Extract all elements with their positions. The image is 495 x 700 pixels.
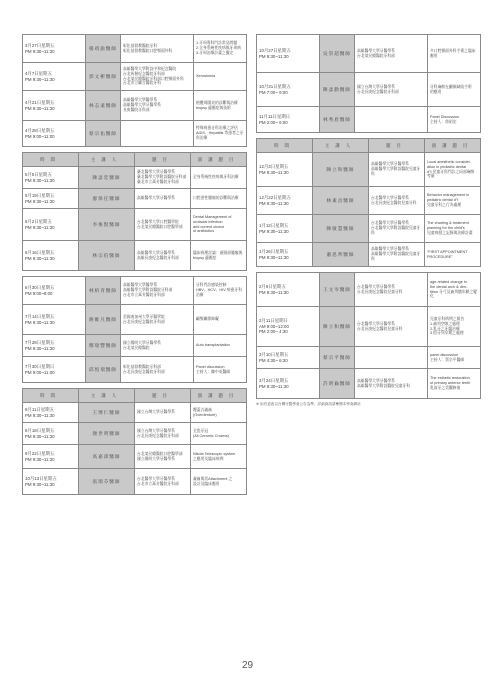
speaker-cell: 鄭瑞豐醫師 [86,335,121,357]
affiliation-cell: 高雄醫學大學牙醫學系 台北榮民總醫院牙科部 [355,35,428,73]
page-number: 29 [241,660,254,671]
table-header-cell: 時間 [257,139,313,153]
date-cell: 3月27日星期五 PM 9:30~11:30 [23,35,86,63]
affiliation-cell: 高雄醫學大學牙醫學系 [135,189,191,209]
table-header-cell: 主講人 [313,139,369,153]
topic-cell: 口腔惡性腫瘤的診斷與治療 [191,189,247,209]
speaker-cell: 高嘉澤醫師 [79,445,135,469]
topic-cell: age-related change in the dental arch & den- tition 牙弓及齒列隨年齡之變化 [428,273,481,307]
table-row [257,307,481,347]
speaker-cell: 楊靖渝醫師 [86,35,121,63]
date-cell: 2月9日星期五 PM 9:30~11:30 [257,273,320,307]
speaker-cell: 蔡宗平醫師 [320,347,355,369]
speaker-cell: 林秀眉醫師 [320,107,355,133]
topic-cell: 牙科門診感染控制 HBV、HCV、HIV 病患牙科治療 [194,277,247,305]
speaker-cell: 蕭思齊醫師 [313,243,369,267]
schedule-table [22,34,247,147]
date-cell: 5月19日星期五 PM 9:30~11:30 [23,189,79,209]
topic-cell: Panel discussion 主持人：陳中英醫師 [194,357,247,383]
table-header-cell: 主講人 [79,389,135,403]
affiliation-cell: 國立台灣大學牙醫學系 台北長庚紀念醫院牙科部 [355,73,428,107]
affiliation-cell: 美國南加州大學牙醫學院 台北長庚紀念醫院牙科部 [121,305,194,335]
affiliation-cell: 高雄醫學大學牙醫學系 高雄醫學大學附設醫院兒童牙科 [355,369,428,399]
topic-cell: The esthetic restoration of primary anterior teeth 乳前牙之美觀修復 [428,369,481,399]
affiliation-cell: 國立陽明大學牙醫學系 台北榮民總醫院 [121,335,194,357]
table-header-cell: 題目 [135,153,191,167]
date-cell: 6月30日星期五 PM 9:00~8:00 [23,277,86,305]
date-cell: 1月12日星期五 PM 9:30~11:30 [257,215,313,243]
speaker-cell: 陳彥勳醫師 [320,73,355,107]
table-row [23,189,247,209]
speaker-cell: 林素貞醫師 [313,187,369,215]
table-row [257,73,481,107]
affiliation-cell: 台北醫學大學牙醫學系 台北醫學大學附設醫院兒童牙科 [369,215,425,243]
speaker-cell: 蔣維凡醫師 [86,305,121,335]
speaker-cell: 廖保任醫師 [79,189,135,209]
affiliation-cell: 國立台灣大學牙醫學系 台北長庚紀念醫院牙科部 [135,423,191,445]
speaker-cell: 王博仁醫師 [79,403,135,423]
speaker-cell: 張瑞芬醫師 [79,469,135,495]
topic-cell: Nikola Telescopic system 之應用及臨床病例 [191,445,247,469]
date-cell: 1月26日星期五 PM 9:30~11:30 [257,243,313,267]
date-cell: 7月28日星期五 PM 9:30~11:30 [23,335,86,357]
topic-cell: 特殊病患牙科治療之評估 AIDS、Hepatitis 等患者之牙科治療 [194,121,247,147]
affiliation-cell: 台北醫學大學口腔醫學院 台北榮民總醫院口腔醫學部 [135,209,191,241]
topic-cell: Xerostomia [194,63,247,91]
topic-cell: 臨床病理討論：頭頸部腫瘤與 biopsy 適應症 [191,241,247,271]
date-cell: 5月5日星期五 PM 9:30~11:30 [23,167,79,189]
table-row [257,187,481,215]
date-cell: 8月18日星期五 PM 9:30~11:30 [23,423,79,445]
affiliation-cell: 高雄醫學大學醫學系 高雄醫學大學附設醫院牙科部 台北市立萬芳醫院牙科部 [121,277,194,305]
affiliation-cell: 台北醫學大學牙醫學系 台北市立萬芳醫院牙科部 [135,469,191,495]
speaker-cell: 陳立和醫師 [313,153,369,187]
table-row [257,35,481,73]
topic-cell: Local anesthetic consider- ation in pediatric dental d"t 兒童牙科門診之局部麻醉 考量 [425,153,481,187]
table-row [23,91,247,121]
speaker-cell: 陳立和醫師 [320,307,355,347]
date-cell: 6月2日星期五 PM 9:30~11:30 [23,209,79,241]
speaker-cell: 陳敏慧醫師 [313,215,369,243]
date-cell: 3月24日星期五 PM 9:30~11:30 [257,369,320,399]
topic-cell: Dental Management of orofacial infection and current choice of antibiotics [191,209,247,241]
schedule-table [256,272,481,399]
date-cell: 4月28日星期五 PM 9:00~11:00 [23,121,86,147]
schedule-table [22,152,247,271]
schedule-table [22,276,247,383]
date-cell: 10月13日星期五 PM 9:30~11:30 [23,469,79,495]
topic-cell: 全瓷牙冠 (All Ceramic Crowns) [191,423,247,445]
date-cell: 4月7日星期五 PM 9:30~11:30 [23,63,86,91]
footnote: ※ 如有更改以台灣牙醫學會公告為準，詳細資訊請參閱本學會網站 [256,402,361,406]
topic-cell: 全身系統性疾病與牙科治療 [191,167,247,189]
schedule-table [256,138,481,267]
table-row [23,305,247,335]
topic-cell: 兒童牙科病例之報告 1.齒列空隙之處理 2.乳牙之牙髓治療 3.恆牙列早期之處理 [428,307,481,347]
table-row [23,35,247,63]
table-header-cell: 演講題目 [191,153,247,167]
speaker-cell: 顏世明醫師 [79,423,135,445]
table-row [23,335,247,357]
table-header-cell: 時間 [23,153,79,167]
table-row [23,167,247,189]
topic-cell: Behavior management in pediatric dental d"t 兒童牙科之行為處理 [425,187,481,215]
date-cell: 7月14日星期五 PM 9:30~11:30 [23,305,86,335]
table-header-row [23,153,247,167]
speaker-cell: 蔡宗佑醫師 [86,121,121,147]
speaker-cell: 陳彥廷醫師 [79,167,135,189]
table-row [23,277,247,305]
affiliation-cell: 高雄醫學大學牙醫學系 高雄長庚紀念醫院牙科部 [135,241,191,271]
schedule-table [22,388,247,495]
date-cell: 11月11日星期日 PM 2:00~ 6:00 [257,107,320,133]
date-cell: 2月11日星期日 AM 9:00~12:00 PM 2:00~ 4:30 [257,307,320,347]
table-row [23,403,247,423]
topic-cell: panel discussion 主持人：蔡宗平醫師 [428,347,481,369]
topic-cell: 植體周圍炎的診斷與治療 biopsy 適應症與技術 [194,91,247,121]
table-header-row [257,139,481,153]
affiliation-cell: 高雄醫學大學牙醫學系 高雄醫學大學附設醫院兒童牙科 [369,243,425,267]
table-header-cell: 題目 [135,389,191,403]
date-cell: 3月10日星期五 PM 4:30~ 6:30 [257,347,320,369]
topic-cell: Auto transplantation [194,335,247,357]
affiliation-cell: 高雄醫學大學醫學系 高雄醫學大學牙醫學系 長庚醫院牙科部 [121,91,194,121]
speaker-cell: 郭文彬醫師 [86,63,121,91]
table-header-cell: 時間 [23,389,79,403]
table-row [23,121,247,147]
table-row [257,107,481,133]
affiliation-cell [355,347,428,369]
topic-cell: 覆蓋式義齒 (Overdenture) [191,403,247,423]
topic-cell: 牙科麻醉在顱顏缺陷手術 的應用 [428,73,481,107]
affiliation-cell: 台北醫學大學牙醫學系 台北長庚紀念醫院兒童牙科 [355,273,428,307]
speaker-cell: 王文岑醫師 [320,273,355,307]
table-header-cell: 演講題目 [425,139,481,153]
table-header-cell: 主講人 [79,153,135,167]
date-cell: 7月30日星期日 PM 9:00~11:00 [23,357,86,383]
table-row [257,273,481,307]
affiliation-cell [355,107,428,133]
topic-cell: Panel Discussion 主持人：詹昭宏 [428,107,481,133]
table-row [23,63,247,91]
table-row [23,469,247,495]
table-row [257,215,481,243]
affiliation-cell: 國立台灣大學牙醫學系 [135,403,191,423]
schedule-table [256,34,481,133]
date-cell: 9月22日星期五 PM 9:30~11:30 [23,445,79,469]
speaker-cell: 許明倫醫師 [320,369,355,399]
table-row [23,241,247,271]
left-column [22,34,247,495]
speaker-cell: 林柏青醫師 [86,277,121,305]
topic-cell: The charting & treatment planning for the child's 兒童病歷之記錄與治療計畫 [425,215,481,243]
affiliation-cell: 臺北醫學大學牙醫學系 臺北醫學大學附設醫院牙科部 臺北市立萬芳醫院牙科部 [135,167,191,189]
table-row [23,423,247,445]
topic-cell: 顳顎關節障礙 [194,305,247,335]
date-cell: 10月31日星期五 PM 7:00~ 9:00 [257,73,320,107]
affiliation-cell: 台北醫學大學牙醫學系 台北長庚紀念醫院兒童牙科 [369,187,425,215]
affiliation-cell: 台北醫學大學牙醫學系 台北長庚紀念醫院兒童牙科 [355,307,428,347]
table-header-row [23,389,247,403]
table-row [257,243,481,267]
date-cell: 12月3日星期五 PM 9:30~11:30 [257,153,313,187]
date-cell: 6月16日星期五 PM 9:30~11:30 [23,241,79,271]
speaker-cell: 林志遠醫師 [86,91,121,121]
table-row [23,357,247,383]
topic-cell: 義齒與其Attachment 之 設計及臨床應用 [191,469,247,495]
date-cell: 10月27日星期五 PM 9:30~11:30 [257,35,320,73]
speaker-cell: 邱恆瑞醫師 [86,357,121,383]
topic-cell: 多口腔顎面外科手術之臨床應用 [428,35,481,73]
affiliation-cell [121,121,194,147]
table-row [257,153,481,187]
speaker-cell: 林宗伯醫師 [79,241,135,271]
speaker-cell: 吳崇超醫師 [320,35,355,73]
affiliation-cell: 高雄醫學大學牙醫學系 高雄醫學大學附設醫院兒童牙科 [369,153,425,187]
topic-cell: 1.牙周專科門診常見問題 2.全身系統性疾病與牙周病 3.牙周治療計畫之擬定 [194,35,247,63]
affiliation-cell: 彰化基督教醫院牙科部 台北長庚紀念醫院牙科部 [121,357,194,383]
affiliation-cell: 台北榮民總醫院口腔醫學部 國立陽明大學牙醫學系 [135,445,191,469]
right-column [256,34,481,407]
table-row [23,209,247,241]
table-row [23,445,247,469]
table-header-cell: 題目 [369,139,425,153]
table-header-cell: 演講題目 [191,389,247,403]
date-cell: 12月22日星期五 PM 9:30~11:30 [257,187,313,215]
affiliation-cell: 高雄醫學大學附設中和紀念醫院 台北馬偕紀念醫院牙科部 台北榮民總醫院牙科部口腔顎面外科 台北市立聯合醫院牙科 [121,63,194,91]
topic-cell: "FIRST APPOINTMENT PROCEDURE" [425,243,481,267]
speaker-cell: 李俊賢醫師 [79,209,135,241]
table-row [257,347,481,369]
date-cell: 8月11日星期五 PM 9:30~11:30 [23,403,79,423]
date-cell: 4月21日星期五 PM 9:30~11:30 [23,91,86,121]
table-row [257,369,481,399]
affiliation-cell: 彰化基督教醫院牙科 彰化基督教醫院口腔顎面外科 [121,35,194,63]
